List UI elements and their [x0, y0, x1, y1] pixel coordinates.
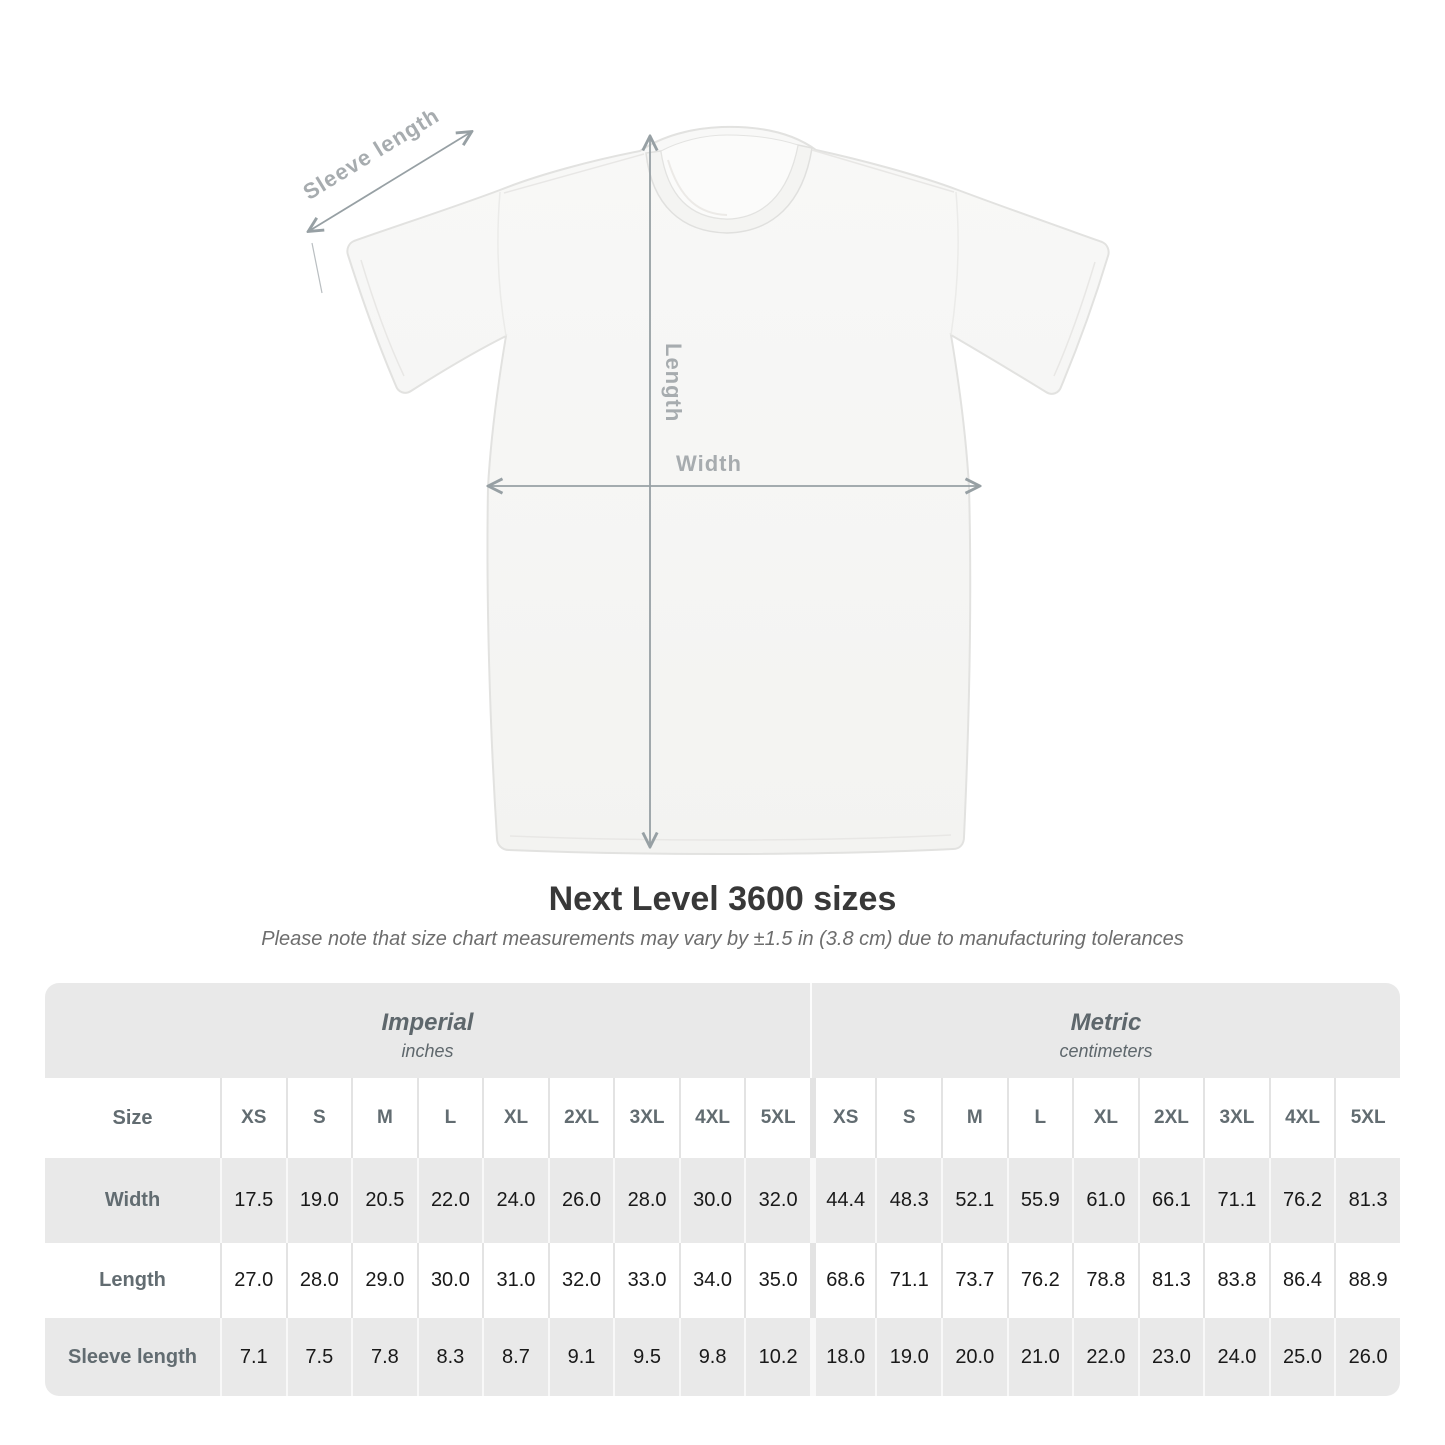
value-cell: 20.5: [351, 1158, 417, 1243]
value-cell: 19.0: [286, 1158, 352, 1243]
value-cell: 18.0: [810, 1318, 876, 1396]
size-col-header-metric-xs: XS: [810, 1078, 876, 1158]
value-cell: 21.0: [1007, 1318, 1073, 1396]
size-col-header-metric-m: M: [941, 1078, 1007, 1158]
value-cell: 25.0: [1269, 1318, 1335, 1396]
value-cell: 86.4: [1269, 1243, 1335, 1318]
value-cell: 55.9: [1007, 1158, 1073, 1243]
value-cell: 48.3: [875, 1158, 941, 1243]
value-cell: 88.9: [1334, 1243, 1400, 1318]
width-row: [45, 1158, 1400, 1243]
size-col-header-metric-5xl: 5XL: [1334, 1078, 1400, 1158]
size-col-header-imperial-l: L: [417, 1078, 483, 1158]
value-cell: 28.0: [613, 1158, 679, 1243]
sleeve-extension-tick: [312, 243, 322, 293]
value-cell: 76.2: [1269, 1158, 1335, 1243]
value-cell: 81.3: [1334, 1158, 1400, 1243]
length-label: Length: [661, 343, 686, 423]
value-cell: 27.0: [220, 1243, 286, 1318]
length-row: [45, 1243, 1400, 1318]
value-cell: 34.0: [679, 1243, 745, 1318]
value-cell: 10.2: [744, 1318, 810, 1396]
value-cell: 78.8: [1072, 1243, 1138, 1318]
value-cell: 33.0: [613, 1243, 679, 1318]
size-col-header-imperial-5xl: 5XL: [744, 1078, 810, 1158]
value-cell: 19.0: [875, 1318, 941, 1396]
value-cell: 9.8: [679, 1318, 745, 1396]
size-col-header-imperial-s: S: [286, 1078, 352, 1158]
width-label: Width: [676, 451, 742, 476]
value-cell: 7.1: [220, 1318, 286, 1396]
size-corner-label: Size: [112, 1106, 153, 1129]
value-cell: 71.1: [875, 1243, 941, 1318]
value-cell: 44.4: [810, 1158, 876, 1243]
units-header-row: [45, 983, 1400, 1078]
row-label-width: Width: [104, 1189, 161, 1211]
value-cell: 7.8: [351, 1318, 417, 1396]
size-col-header-imperial-4xl: 4XL: [679, 1078, 745, 1158]
value-cell: 9.5: [613, 1318, 679, 1396]
tshirt-body: [347, 127, 1108, 854]
size-col-header-imperial-xl: XL: [482, 1078, 548, 1158]
value-cell: 31.0: [482, 1243, 548, 1318]
size-col-header-imperial-2xl: 2XL: [548, 1078, 614, 1158]
metric-title: Metric: [1070, 1009, 1142, 1036]
value-cell: 68.6: [810, 1243, 876, 1318]
value-cell: 73.7: [941, 1243, 1007, 1318]
size-col-header-metric-2xl: 2XL: [1138, 1078, 1204, 1158]
tolerance-note: Please note that size chart measurements may vary by ±1.5 in (3.8 cm) due to manufacturing tolerances: [261, 928, 1184, 950]
size-table: [45, 983, 1400, 1396]
value-cell: 9.1: [548, 1318, 614, 1396]
size-col-header-imperial-xs: XS: [220, 1078, 286, 1158]
value-cell: 26.0: [548, 1158, 614, 1243]
value-cell: 17.5: [220, 1158, 286, 1243]
size-col-header-metric-4xl: 4XL: [1269, 1078, 1335, 1158]
size-col-header-imperial-3xl: 3XL: [613, 1078, 679, 1158]
sleeve-length-row: [45, 1318, 1400, 1396]
size-col-header-imperial-m: M: [351, 1078, 417, 1158]
value-cell: 20.0: [941, 1318, 1007, 1396]
metric-header: [810, 983, 1400, 1078]
value-cell: 22.0: [417, 1158, 483, 1243]
imperial-title: Imperial: [381, 1009, 474, 1036]
value-cell: 26.0: [1334, 1318, 1400, 1396]
page-title: Next Level 3600 sizes: [548, 880, 897, 918]
value-cell: 28.0: [286, 1243, 352, 1318]
value-cell: 83.8: [1203, 1243, 1269, 1318]
value-cell: 61.0: [1072, 1158, 1138, 1243]
value-cell: 30.0: [679, 1158, 745, 1243]
value-cell: 32.0: [744, 1158, 810, 1243]
value-cell: 23.0: [1138, 1318, 1204, 1396]
imperial-unit: inches: [401, 1041, 454, 1061]
size-header-row: [45, 1078, 1400, 1158]
row-label-length: Length: [99, 1269, 166, 1291]
value-cell: 35.0: [744, 1243, 810, 1318]
value-cell: 76.2: [1007, 1243, 1073, 1318]
size-col-header-metric-s: S: [875, 1078, 941, 1158]
value-cell: 7.5: [286, 1318, 352, 1396]
value-cell: 24.0: [1203, 1318, 1269, 1396]
row-label-sleeve-length: Sleeve length: [68, 1345, 197, 1368]
value-cell: 8.7: [482, 1318, 548, 1396]
value-cell: 52.1: [941, 1158, 1007, 1243]
value-cell: 29.0: [351, 1243, 417, 1318]
value-cell: 24.0: [482, 1158, 548, 1243]
size-col-header-metric-l: L: [1007, 1078, 1073, 1158]
metric-unit: centimeters: [1059, 1041, 1153, 1061]
imperial-header: [45, 983, 810, 1078]
value-cell: 71.1: [1203, 1158, 1269, 1243]
value-cell: 32.0: [548, 1243, 614, 1318]
value-cell: 81.3: [1138, 1243, 1204, 1318]
size-col-header-metric-3xl: 3XL: [1203, 1078, 1269, 1158]
value-cell: 22.0: [1072, 1318, 1138, 1396]
size-col-header-metric-xl: XL: [1072, 1078, 1138, 1158]
value-cell: 8.3: [417, 1318, 483, 1396]
sleeve-length-label: Sleeve length: [298, 102, 444, 205]
value-cell: 30.0: [417, 1243, 483, 1318]
value-cell: 66.1: [1138, 1158, 1204, 1243]
